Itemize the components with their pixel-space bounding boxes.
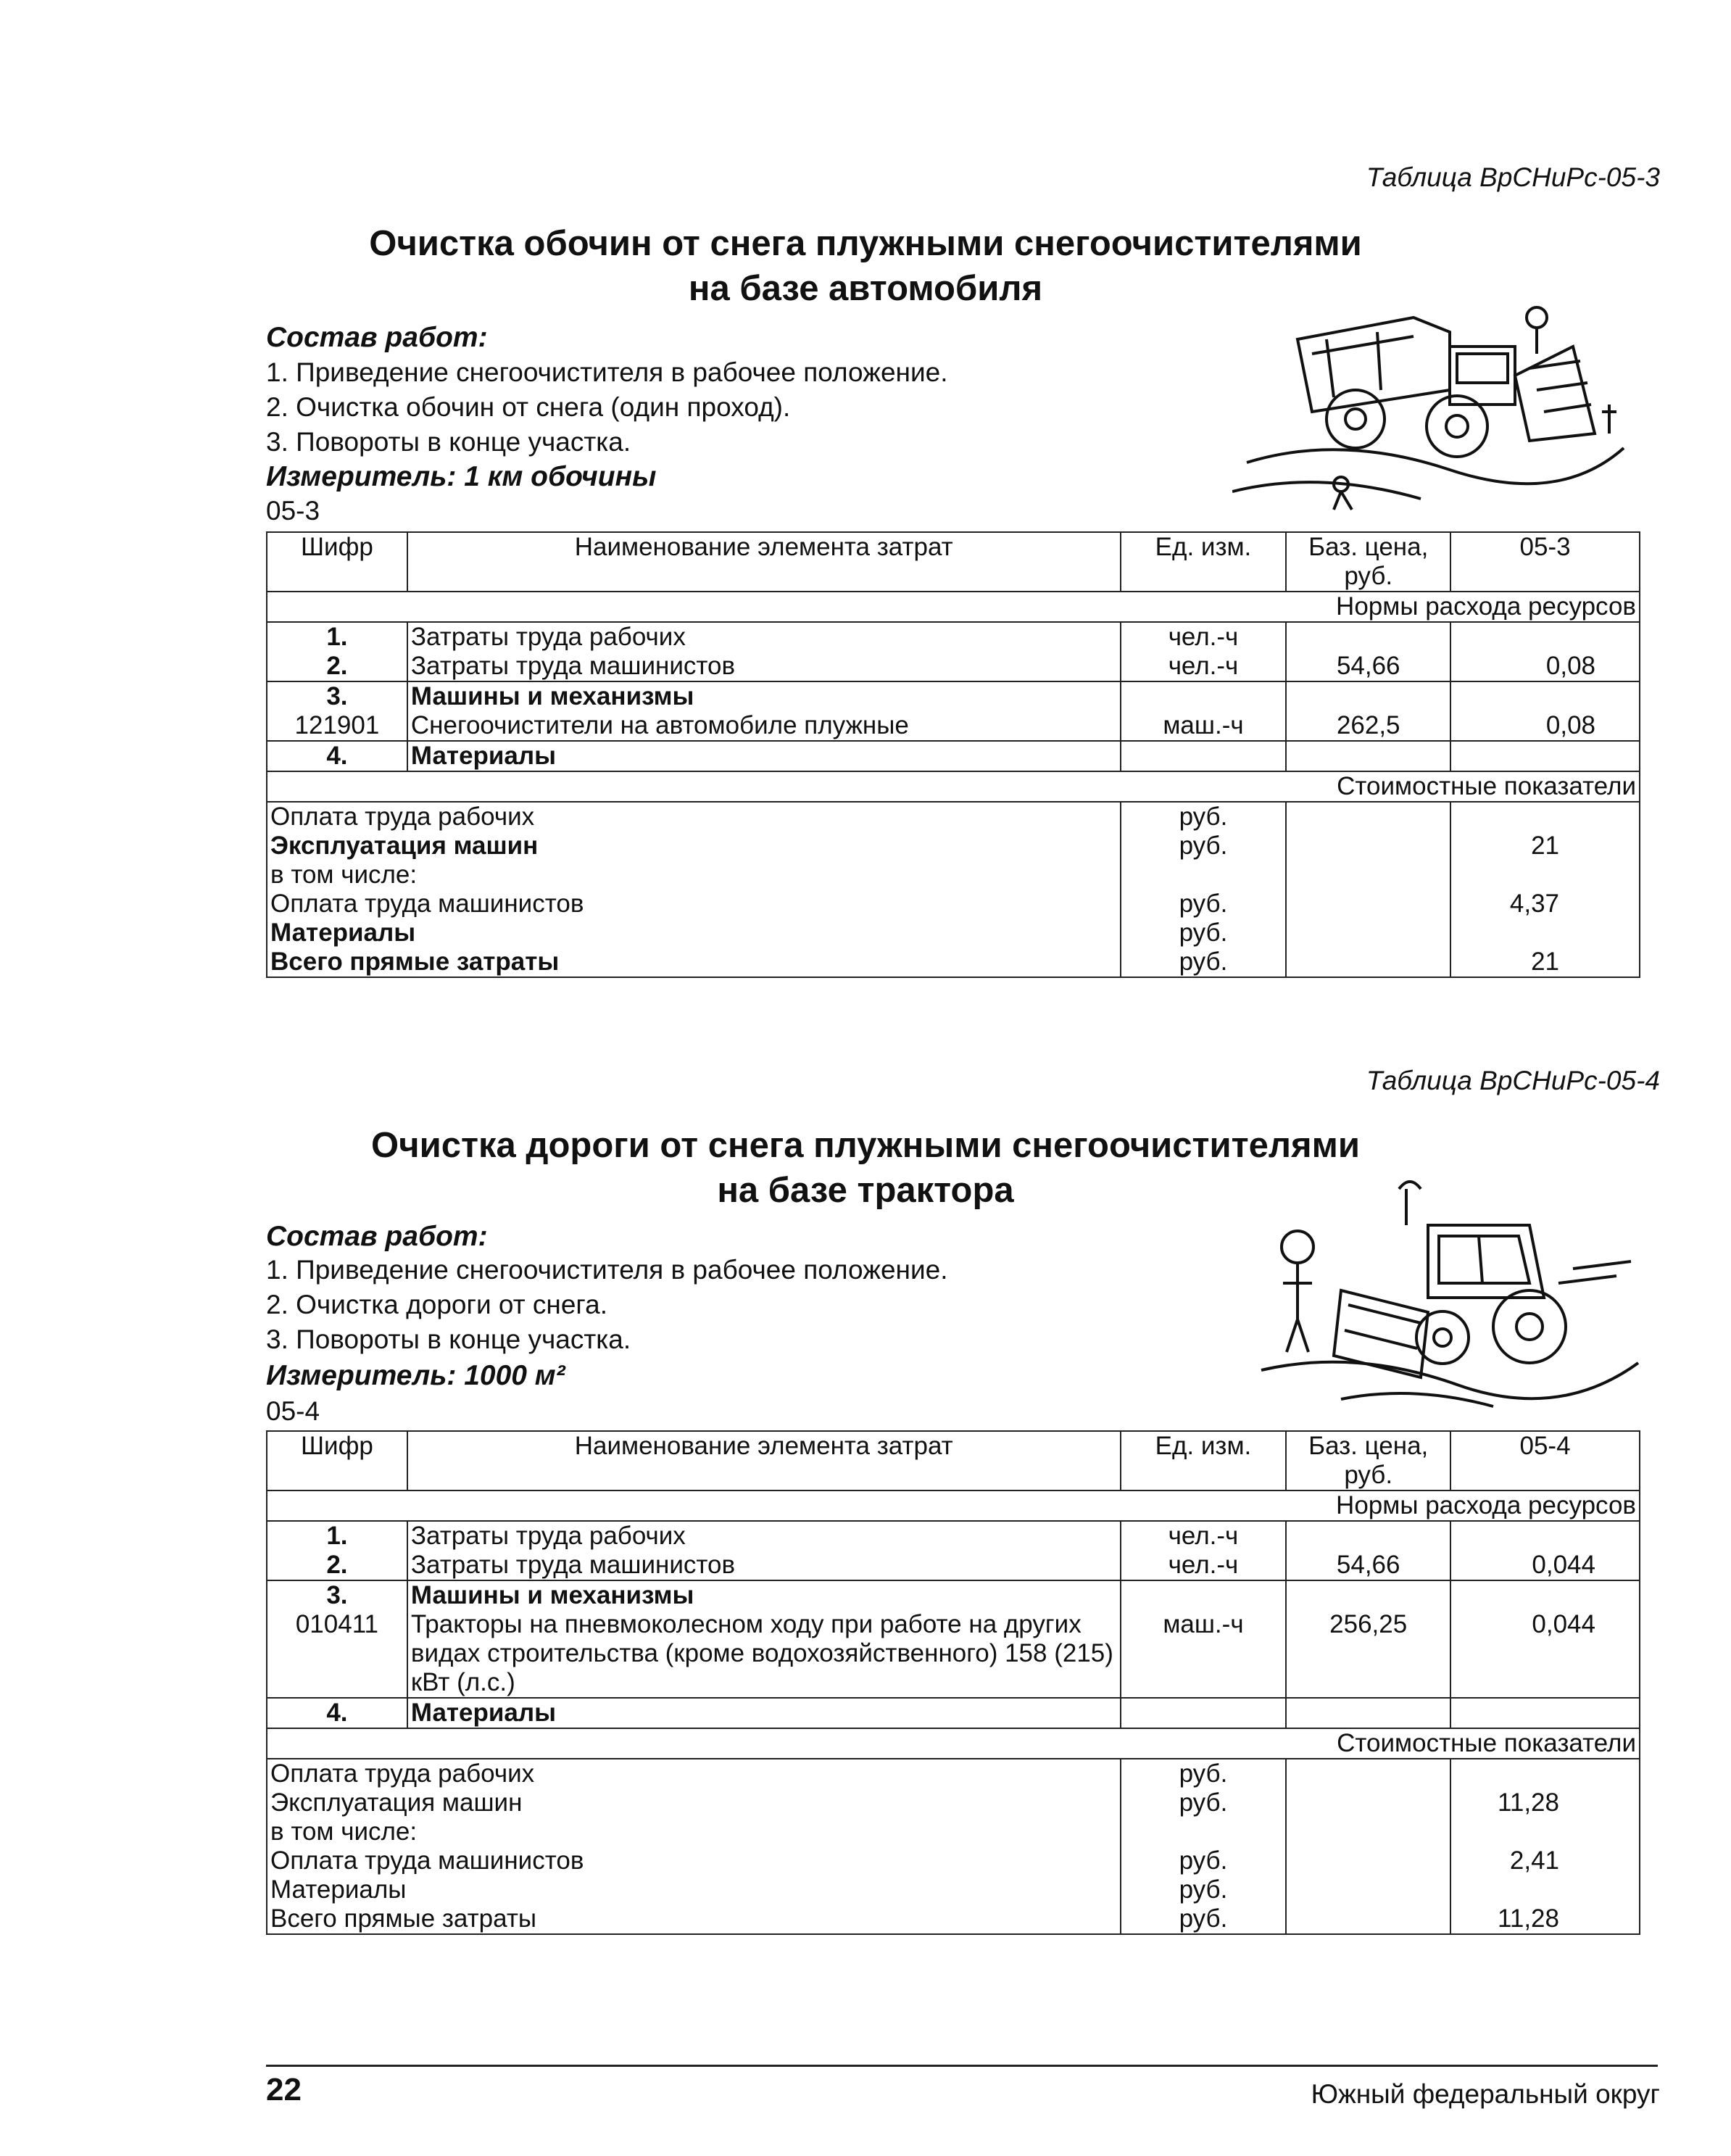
section-costs-row <box>267 771 1640 802</box>
section-norms-row <box>267 1490 1640 1521</box>
section-costs: Стоимостные показатели <box>267 771 1640 802</box>
work-list <box>266 355 948 460</box>
row-num: 2. <box>267 652 407 681</box>
row-price: 54,66 <box>1286 1551 1450 1580</box>
table-row <box>267 711 1640 741</box>
cost-name: Всего прямые затраты <box>267 948 1121 977</box>
cost-price <box>1286 1759 1450 1788</box>
cost-row <box>267 1817 1640 1846</box>
table-title: Очистка дороги от снега плужными снегоочистителями <box>371 1126 1360 1165</box>
cost-value <box>1450 861 1640 890</box>
page-number: 22 <box>266 2072 302 2107</box>
row-num: 1. <box>267 622 407 652</box>
cost-row <box>267 1875 1640 1904</box>
row-unit <box>1121 1698 1287 1728</box>
row-unit <box>1121 741 1287 771</box>
row-name: Снегоочистители на автомобиле плужные <box>407 711 1121 741</box>
cost-unit <box>1121 861 1287 890</box>
row-value <box>1450 1580 1640 1610</box>
row-name: Машины и механизмы <box>407 681 1121 711</box>
cost-value <box>1450 802 1640 832</box>
cost-unit: руб. <box>1121 802 1287 832</box>
measure-label: Измеритель: 1 км обочины <box>266 461 657 492</box>
row-name: Материалы <box>407 741 1121 771</box>
table-row <box>267 681 1640 711</box>
row-unit: чел.-ч <box>1121 652 1287 681</box>
table-title: Очистка обочин от снега плужными снегоочистителями <box>369 224 1362 263</box>
cost-price <box>1286 890 1450 919</box>
cost-value: 11,28 <box>1450 1788 1640 1817</box>
cost-value: 21 <box>1450 948 1640 977</box>
cost-price <box>1286 1846 1450 1875</box>
cost-table <box>266 1430 1640 1935</box>
cost-name: Материалы <box>267 1875 1121 1904</box>
cost-value: 2,41 <box>1450 1846 1640 1875</box>
row-unit: маш.-ч <box>1121 711 1287 741</box>
header-name: Наименование элемента затрат <box>407 1431 1121 1490</box>
header-unit: Ед. изм. <box>1121 532 1287 592</box>
cost-price <box>1286 1788 1450 1817</box>
row-unit <box>1121 1580 1287 1610</box>
row-price: 256,25 <box>1286 1610 1450 1698</box>
cost-name: Всего прямые затраты <box>267 1904 1121 1934</box>
table-caption: Таблица ВрСНиРс-05-4 <box>1366 1066 1660 1095</box>
row-price <box>1286 681 1450 711</box>
work-item: 2. Очистка обочин от снега (один проход). <box>266 392 791 422</box>
cost-price <box>1286 1904 1450 1934</box>
cost-row <box>267 1759 1640 1788</box>
table-row <box>267 622 1640 652</box>
cost-price <box>1286 832 1450 861</box>
row-unit: чел.-ч <box>1121 1521 1287 1551</box>
cost-value: 21 <box>1450 832 1640 861</box>
cost-unit: руб. <box>1121 948 1287 977</box>
row-value: 0,08 <box>1450 652 1640 681</box>
header-value: 05-4 <box>1450 1431 1640 1490</box>
table-caption: Таблица ВрСНиРс-05-3 <box>1366 162 1660 192</box>
table-subtitle: на базе автомобиля <box>688 269 1043 308</box>
cost-row <box>267 1788 1640 1817</box>
work-item: 3. Повороты в конце участка. <box>266 1324 631 1354</box>
section-costs: Стоимостные показатели <box>267 1728 1640 1759</box>
cost-name: Оплата труда рабочих <box>267 802 1121 832</box>
table-row <box>267 741 1640 771</box>
row-code: 121901 <box>267 711 407 741</box>
table-header-row <box>267 532 1640 592</box>
row-num: 4. <box>267 741 407 771</box>
header-name: Наименование элемента затрат <box>407 532 1121 592</box>
row-code: 010411 <box>267 1610 407 1698</box>
row-name: Затраты труда машинистов <box>407 652 1121 681</box>
snowplow-truck-illustration <box>1232 289 1638 513</box>
row-name: Затраты труда рабочих <box>407 1521 1121 1551</box>
table-row <box>267 1698 1640 1728</box>
cost-unit: руб. <box>1121 919 1287 948</box>
header-price: Баз. цена, руб. <box>1286 1431 1450 1490</box>
cost-name: Оплата труда рабочих <box>267 1759 1121 1788</box>
cost-row <box>267 802 1640 832</box>
cost-price <box>1286 861 1450 890</box>
table-row <box>267 1551 1640 1580</box>
row-price <box>1286 622 1450 652</box>
table-row <box>267 1521 1640 1551</box>
row-value: 0,044 <box>1450 1551 1640 1580</box>
work-item: 1. Приведение снегоочистителя в рабочее положение. <box>266 1255 948 1285</box>
row-name: Затраты труда рабочих <box>407 622 1121 652</box>
footer-divider <box>266 2065 1658 2067</box>
cost-unit: руб. <box>1121 1788 1287 1817</box>
table-row <box>267 1610 1640 1698</box>
section-costs-row <box>267 1728 1640 1759</box>
row-price <box>1286 741 1450 771</box>
cost-row <box>267 948 1640 977</box>
cost-row <box>267 919 1640 948</box>
header-code: Шифр <box>267 532 407 592</box>
row-price <box>1286 1698 1450 1728</box>
cost-name: Оплата труда машинистов <box>267 1846 1121 1875</box>
cost-name: Эксплуатация машин <box>267 1788 1121 1817</box>
cost-value <box>1450 1875 1640 1904</box>
section-norms: Нормы расхода ресурсов <box>267 1490 1640 1521</box>
row-name: Машины и механизмы <box>407 1580 1121 1610</box>
cost-price <box>1286 802 1450 832</box>
row-num: 3. <box>267 1580 407 1610</box>
cost-unit: руб. <box>1121 832 1287 861</box>
snowplow-tractor-illustration <box>1254 1174 1645 1414</box>
cost-name: Эксплуатация машин <box>267 832 1121 861</box>
row-num: 1. <box>267 1521 407 1551</box>
cost-unit: руб. <box>1121 890 1287 919</box>
work-item: 1. Приведение снегоочистителя в рабочее положение. <box>266 357 948 387</box>
cost-row <box>267 1904 1640 1934</box>
cost-unit: руб. <box>1121 1759 1287 1788</box>
section-norms-row <box>267 592 1640 622</box>
cost-row <box>267 1846 1640 1875</box>
row-unit <box>1121 681 1287 711</box>
cost-value: 4,37 <box>1450 890 1640 919</box>
work-list <box>266 1253 948 1357</box>
cost-value <box>1450 1759 1640 1788</box>
code-label: 05-4 <box>266 1396 320 1426</box>
composition-label: Состав работ: <box>266 1221 488 1252</box>
cost-unit <box>1121 1817 1287 1846</box>
table-subtitle: на базе трактора <box>717 1171 1014 1210</box>
row-value <box>1450 1521 1640 1551</box>
row-value <box>1450 622 1640 652</box>
row-unit: маш.-ч <box>1121 1610 1287 1698</box>
row-value: 0,08 <box>1450 711 1640 741</box>
region-label: Южный федеральный округ <box>1311 2079 1660 2109</box>
row-value: 0,044 <box>1450 1610 1640 1698</box>
cost-unit: руб. <box>1121 1846 1287 1875</box>
header-price: Баз. цена, руб. <box>1286 532 1450 592</box>
composition-label: Состав работ: <box>266 322 488 353</box>
row-value <box>1450 1698 1640 1728</box>
row-name: Тракторы на пневмоколесном ходу при работе на других видах строительства (кроме водохозяйственного) 158 (215) кВт (л.с.) <box>407 1610 1121 1698</box>
section-norms: Нормы расхода ресурсов <box>267 592 1640 622</box>
row-num: 3. <box>267 681 407 711</box>
cost-unit: руб. <box>1121 1904 1287 1934</box>
row-name: Затраты труда машинистов <box>407 1551 1121 1580</box>
cost-name: Оплата труда машинистов <box>267 890 1121 919</box>
row-price: 54,66 <box>1286 652 1450 681</box>
cost-value <box>1450 1817 1640 1846</box>
measure-label: Измеритель: 1000 м² <box>266 1360 565 1391</box>
cost-name: в том числе: <box>267 1817 1121 1846</box>
cost-row <box>267 890 1640 919</box>
row-unit: чел.-ч <box>1121 1551 1287 1580</box>
table-row <box>267 652 1640 681</box>
cost-unit: руб. <box>1121 1875 1287 1904</box>
table-header-row <box>267 1431 1640 1490</box>
row-value <box>1450 681 1640 711</box>
cost-row <box>267 861 1640 890</box>
table-row <box>267 1580 1640 1610</box>
cost-name: в том числе: <box>267 861 1121 890</box>
row-num: 2. <box>267 1551 407 1580</box>
header-value: 05-3 <box>1450 532 1640 592</box>
cost-price <box>1286 948 1450 977</box>
work-item: 2. Очистка дороги от снега. <box>266 1290 607 1319</box>
row-price: 262,5 <box>1286 711 1450 741</box>
cost-price <box>1286 919 1450 948</box>
cost-price <box>1286 1817 1450 1846</box>
cost-price <box>1286 1875 1450 1904</box>
row-unit: чел.-ч <box>1121 622 1287 652</box>
cost-value <box>1450 919 1640 948</box>
row-price <box>1286 1521 1450 1551</box>
work-item: 3. Повороты в конце участка. <box>266 427 631 457</box>
row-name: Материалы <box>407 1698 1121 1728</box>
cost-value: 11,28 <box>1450 1904 1640 1934</box>
row-num: 4. <box>267 1698 407 1728</box>
code-label: 05-3 <box>266 496 320 526</box>
header-unit: Ед. изм. <box>1121 1431 1287 1490</box>
cost-name: Материалы <box>267 919 1121 948</box>
row-value <box>1450 741 1640 771</box>
cost-table <box>266 531 1640 978</box>
cost-row <box>267 832 1640 861</box>
header-code: Шифр <box>267 1431 407 1490</box>
row-price <box>1286 1580 1450 1610</box>
